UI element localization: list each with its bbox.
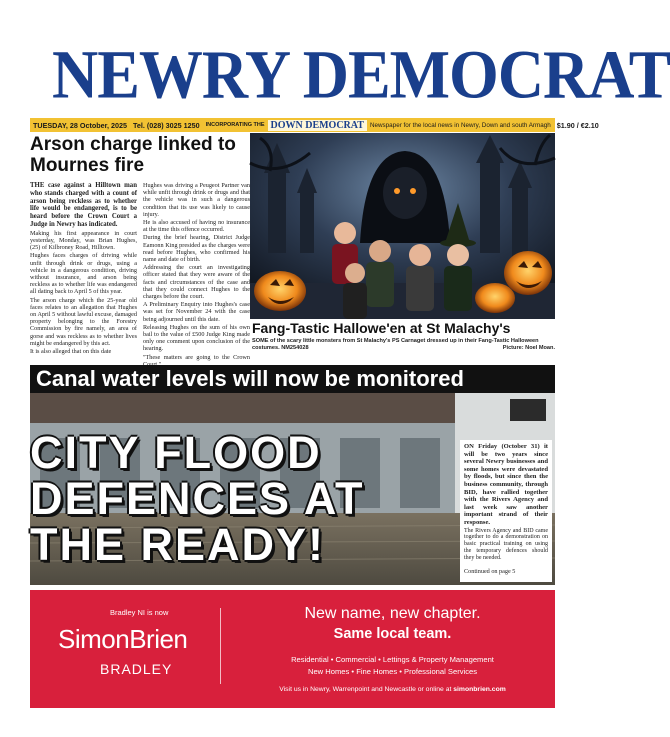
lead-article	[30, 134, 250, 364]
article-paragraph: He is also accused of having no insurance at the time this offence occurred.	[143, 219, 250, 234]
advert-brand-subtitle: BRADLEY	[100, 661, 173, 677]
article-paragraph: Hughes was driving a Peugeot Partner van while unfit through drink or drugs and that the vehicle was in such a dangerous condition that its use was likely to cause injury.	[143, 182, 250, 218]
lead-columns	[30, 182, 250, 369]
info-strip	[30, 118, 599, 132]
advert-url[interactable]: simonbrien.com	[453, 686, 506, 693]
advert-slogan-1: New name, new chapter.	[304, 605, 481, 622]
price: $1.90 / €2.10	[556, 120, 599, 130]
advert-services	[230, 654, 555, 678]
article-paragraph: The arson charge which the 25-year old faces relates to an allegation that Hughes on April 5 without lawful excuse, damaged property belonging to the Forestry Commission by fire namely, an area of gorse and was reckless as to whether lives might be endangered by this act.	[30, 296, 137, 347]
masthead	[52, 34, 670, 116]
advert-slogan-2: Same local team.	[333, 626, 452, 642]
masthead-title: NEWRY DEMOCRAT	[52, 36, 670, 113]
flood-lead-paragraph: ON Friday (October 31) it will be two years since several Newry businesses and some homes were devastated by floods, but since then the business community, through BID, have rallied together with the Rivers Agency and last week saw another important strand of their response.	[464, 443, 548, 526]
lead-column-1	[30, 182, 137, 369]
article-paragraph: "These matters are going to the Crown	[143, 353, 250, 361]
photo-caption	[252, 338, 555, 352]
lead-paragraph: THE case against a Hilltown man who stands charged with a count of arson being reckless as to whether life would be endangered, is to be heard before the Crown Court a Judge in Newry has indicated.	[30, 182, 137, 228]
article-paragraph: Making his first appearance in court yesterday, Monday, was Brian Hughes, (25) of Kilbroney Road, Hilltown.	[30, 229, 137, 252]
lead-column-2	[143, 182, 250, 369]
advert-rebrand-label: Bradley NI is now	[110, 608, 169, 617]
photo-headline: Fang-Tastic Hallowe'en at St Malachy's	[252, 320, 511, 336]
article-paragraph: It is also alleged that on this date	[30, 348, 112, 356]
flood-main-headline: CITY FLOOD DEFENCES AT THE READY!	[30, 427, 365, 570]
photo-caption-text: SOME of the scary little monsters from St Malachy's PS Carnaget dressed up in their Fang-Tastic Halloween costumes. NM254028	[252, 338, 539, 351]
article-paragraph: A Preliminary Enquiry into Hughes's case was set for November 24 with the case being adjourned until this date.	[143, 301, 250, 323]
telephone: Tel. (028) 3025 1250	[133, 120, 200, 130]
advert-services-row: New Homes • Fine Homes • Professional Services	[307, 667, 478, 676]
article-paragraph: Releasing Hughes on the sum of his own bail to the value of £500 Judge King made only one comment upon conclusion of the hearing.	[143, 323, 250, 353]
issue-date: TUESDAY, 28 October, 2025	[33, 120, 128, 130]
sister-title: DOWN DEMOCRAT	[268, 120, 367, 131]
flood-story-text	[460, 440, 552, 582]
halloween-photo-illustration	[250, 133, 555, 319]
flood-body-paragraph: The Rivers Agency and BID came together to do a demonstration on basic practical training on using the temporary defences should they be needed.	[464, 527, 548, 562]
advert-divider	[220, 608, 221, 684]
article-paragraph: Addressing the court an investigating officer stated that they were aware of the facts and circumstances of the case and that they could connect Hughes to the charges before the court.	[143, 264, 250, 301]
tagline: Newspaper for the local news in Newry, Down and south Armagh	[369, 121, 551, 129]
lead-headline: Arson charge linked to Mournes fire	[30, 134, 236, 176]
advert-visit-text: Visit us in Newry, Warrenpoint and Newcastle or online at	[279, 686, 452, 693]
advert-visit	[230, 686, 555, 693]
photo-credit: Picture: Noel Moan.	[502, 345, 555, 351]
continued-link[interactable]: Continued on page 5	[464, 568, 516, 576]
advert[interactable]	[30, 590, 555, 708]
halloween-photo	[250, 133, 555, 319]
flood-banner-headline: Canal water levels will now be monitored	[30, 365, 555, 393]
advert-brand-logo: SimonBrien	[58, 624, 188, 654]
article-paragraph: Hughes faces charges of driving while unfit through drink or drugs, using a vehicle in a dangerous condition, driving without insurance, and arson being reckless as to whether life was endangered all dating back to April 5 of this year.	[30, 252, 137, 296]
article-paragraph: During the brief hearing, District Judge Eamonn King presided as the charges were read before Hughes, who confirmed his name and date of birth.	[143, 234, 250, 264]
incorporating-label: INCORPORATING THE	[205, 122, 265, 128]
advert-services-row: Residential • Commercial • Lettings & Property Management	[291, 655, 494, 664]
